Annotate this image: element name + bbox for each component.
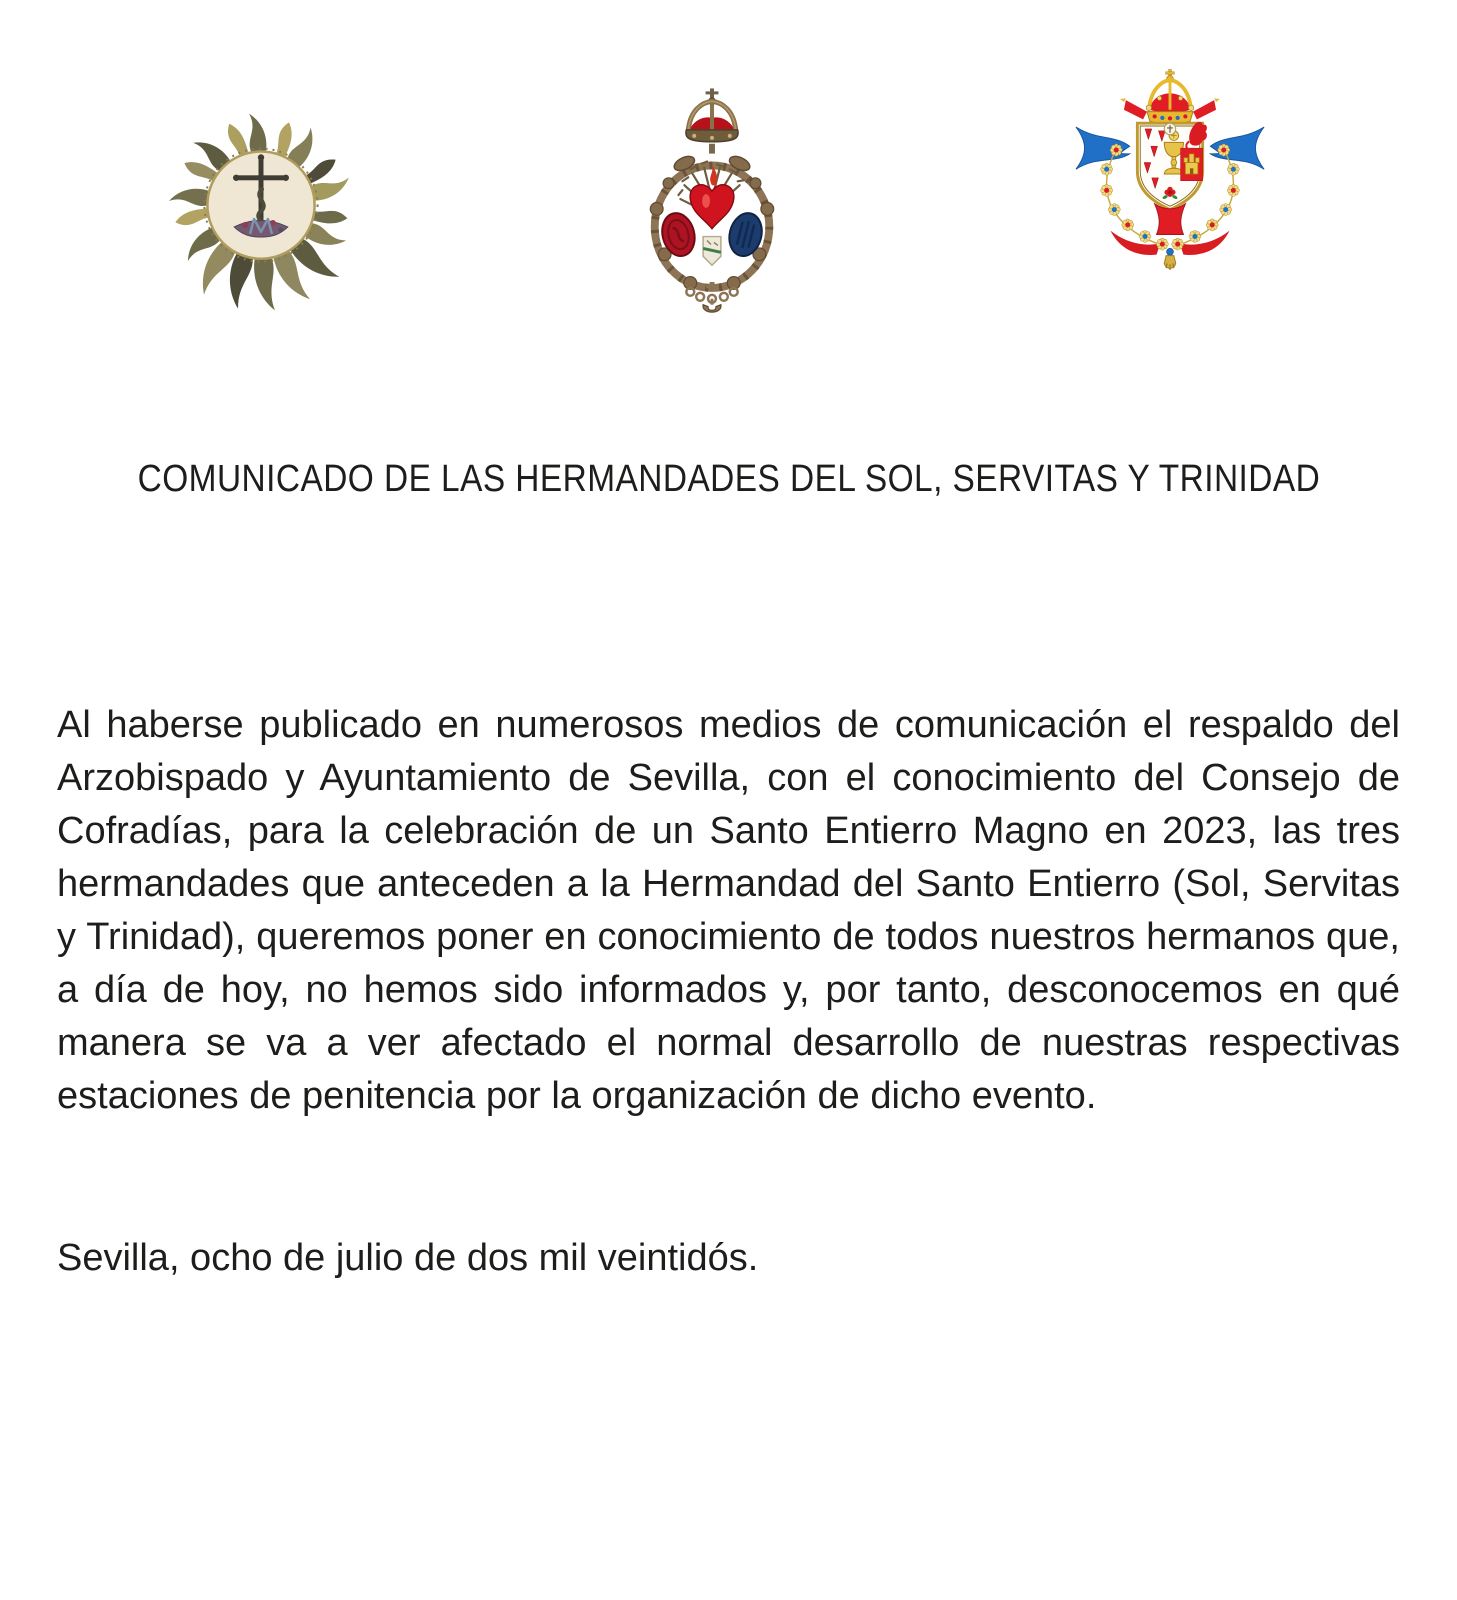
sol-sun-cross-emblem-icon [150, 84, 372, 352]
chief-medallion-icon [1164, 123, 1176, 135]
royal-crown-icon [1146, 69, 1194, 124]
title-row [0, 451, 1457, 507]
trinidad-emblem [1074, 68, 1266, 282]
crown-icon [686, 88, 738, 153]
castle-quarter-icon [1181, 148, 1203, 181]
servitas-emblem [633, 88, 791, 316]
scapular-icon [703, 237, 721, 266]
trinidad-crowned-shield-emblem-icon [1074, 68, 1266, 282]
body-paragraph: Al haberse publicado en numerosos medios de comunicación el respaldo del Arzobispado y Ayuntamiento de Sevilla, con el conocimiento del Consejo de Cofradías, para la celebración de un Santo Entierro Magno en 2023, las tres hermandades que anteceden a la Hermandad del Santo Entierro (Sol, Servitas y Trinidad), queremos poner en conocimiento de todos nuestros hermanos que, a día de hoy, no hemos sido informados y, por tanto, desconocemos en qué manera se va a ver afectado el normal desarrollo de nuestras respectivas estaciones de penitencia por la organización de dicho evento. [57, 704, 1400, 1117]
page-title: COMUNICADO DE LAS HERMANDADES DEL SOL, SERVITAS Y TRINIDAD [137, 458, 1320, 500]
sol-emblem [150, 84, 372, 352]
shield-icon [1137, 122, 1207, 210]
dateline: Sevilla, ocho de julio de dos mil veintidós. [57, 1237, 759, 1279]
servitas-crowned-pierced-heart-emblem-icon [633, 88, 791, 316]
sacred-heart-icon [690, 165, 734, 228]
pendant-tassel-icon [1164, 248, 1176, 270]
